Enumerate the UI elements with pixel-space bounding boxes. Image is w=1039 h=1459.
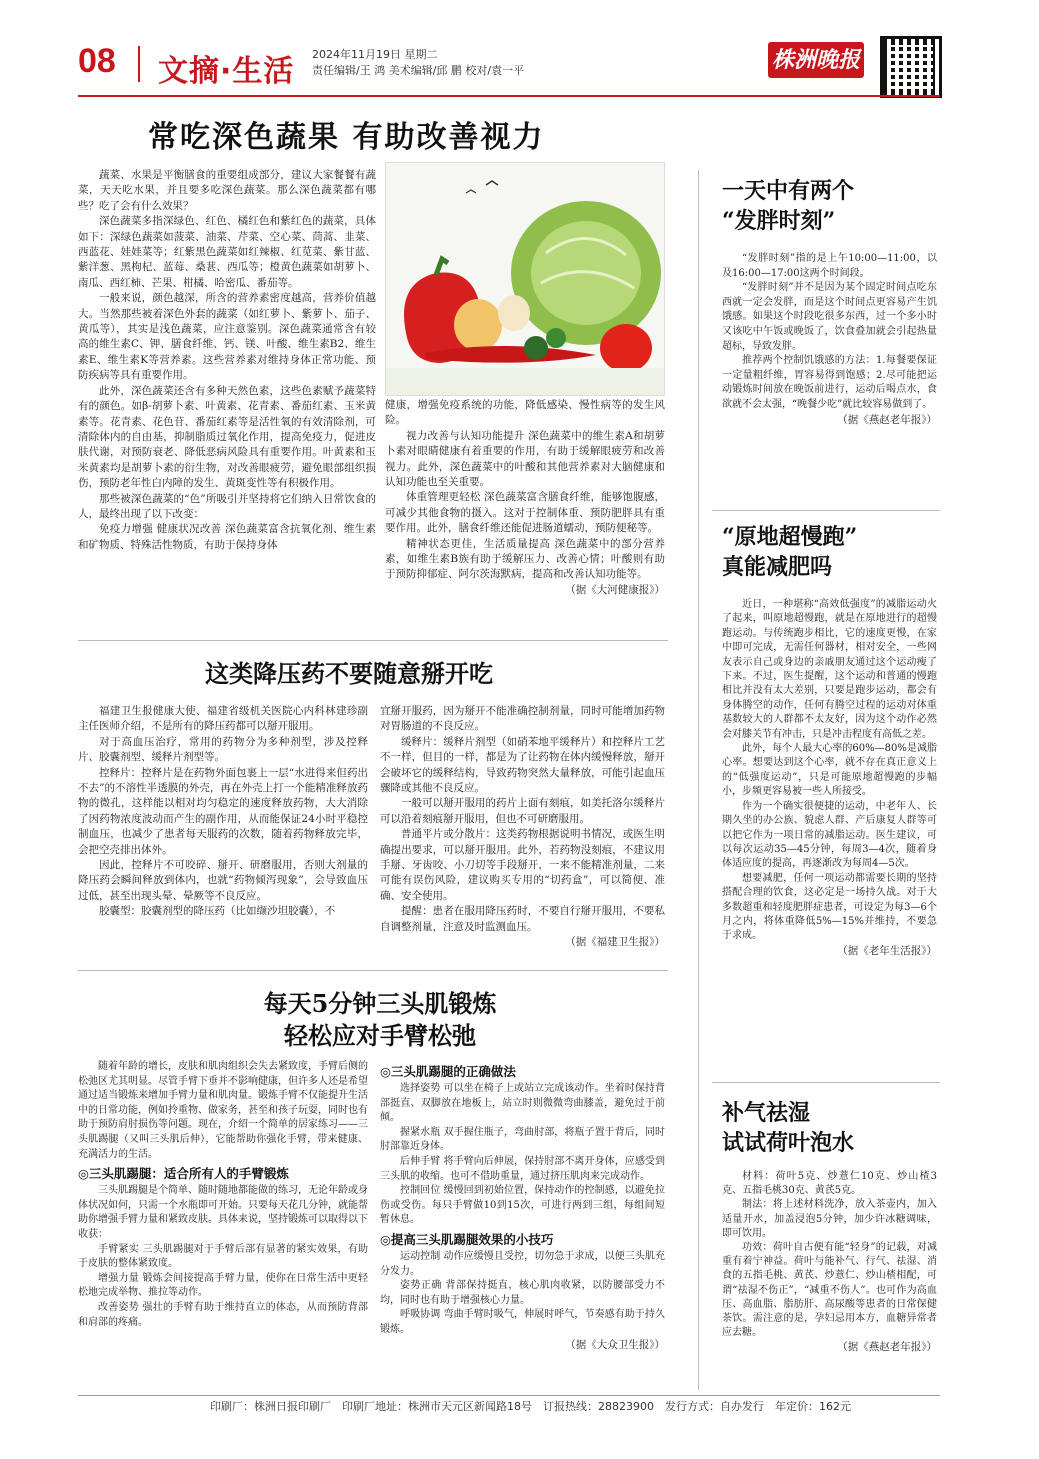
paragraph: 蔬菜、水果是平衡膳食的重要组成部分，建议大家餐餐有蔬菜，天天吃水果，并且要多吃深色蔬菜。那么深色蔬菜都有哪些？吃了会有什么效果？ xyxy=(78,169,376,212)
article-title-slow-run xyxy=(722,522,857,582)
subheading: ◎三头肌踢腿：适合所有人的手臂锻炼 xyxy=(78,1166,289,1182)
title-line: “原地超慢跑” xyxy=(722,524,858,550)
paragraph: 随着年龄的增长，皮肤和肌肉组织会失去紧致度，手臂后侧的松弛区尤其明显。尽管手臂下垂并不影响健康，但许多人还是希望通过适当锻炼来增加手臂力量和肌肉量。锻炼手臂不仅能提升生活中的日常功能，例如拎重物、做家务，甚至和孩子玩耍，同时也有助于预防肩肘损伤等问题。现在，介绍一个简单的居家练习——三头肌踢腿（又叫三头肌后伸），它能帮助你强化手臂，带来健康、充满活力的生活。 xyxy=(78,1061,368,1160)
paragraph: 改善姿势 强壮的手臂有助于维持直立的体态，从而预防背部和肩部的疼痛。 xyxy=(78,1301,368,1328)
editor-credits: 责任编辑/王 鸿 美术编辑/邱 鹏 校对/袁一平 xyxy=(312,64,525,77)
title-line: 补气祛湿 xyxy=(722,1100,811,1126)
article-source: （据《大河健康报》） xyxy=(565,583,665,596)
issue-date: 2024年11月19日 星期二 xyxy=(312,48,438,61)
article-title-triceps xyxy=(200,988,560,1052)
article-body-fat-time xyxy=(722,252,937,427)
newspaper-logo: 株洲晚报 xyxy=(768,42,864,78)
paragraph: 体重管理更轻松 深色蔬菜富含膳食纤维，能够饱腹感，可减少其他食物的摄入。这对于控制体重、预防肥胖具有重要作用。此外，膳食纤维还能促进肠道蠕动，预防便秘等。 xyxy=(385,491,665,535)
subheading: ◎三头肌踢腿的正确做法 xyxy=(380,1064,516,1079)
paragraph: 运动控制 动作应缓慢且受控，切勿急于求成，以便三头肌充分发力。 xyxy=(380,1250,665,1277)
article-divider xyxy=(712,1082,940,1083)
paragraph: 三头肌踢腿是个简单、随时随地都能做的练习，无论年龄或身体状况如何，只需一个水瓶即可开始。只要每天花几分钟，就能帮助你增强手臂力量和紧致皮肤。具体来说，坚持锻炼可以取得以下收获： xyxy=(78,1185,368,1240)
article-title-bp-drugs: 这类降压药不要随意掰开吃 xyxy=(205,659,493,688)
article-body-bp-col1 xyxy=(78,704,368,920)
paragraph: 材料：荷叶5克、炒薏仁10克、炒山楂3克、五指毛桃30克、黄芪5克。 xyxy=(722,1171,937,1197)
article-divider xyxy=(78,640,668,641)
article-title-lotus-tea xyxy=(722,1098,854,1158)
paragraph: 制法：将上述材料洗净，放入茶壶内，加入适量开水，加盖浸泡5分钟，加少许冰糖调味，即可饮用。 xyxy=(722,1199,937,1239)
article-title-vegetables: 常吃深色蔬果 有助改善视力 xyxy=(148,120,545,155)
paragraph: “发胖时刻”指的是上午10:00—11:00，以及16:00—17:00这两个时间段。 xyxy=(722,253,937,279)
paragraph: 此外，深色蔬菜还含有多种天然色素，这些色素赋予蔬菜特有的颜色。如β-胡萝卜素、叶黄素、花青素、番茄红素、玉米黄素等。花青素、花色苷、番茄红素等是活性氧的有效清除剂，可清除体内的自由基，抑制脂质过氧化作用，提高免疫力，促进皮肤代谢，对预防衰老、降低恶病风险具有重要作用。叶黄素和玉米黄素均是胡萝卜素的衍生物，对改善眼疲劳，避免眼部组织损伤，预防老年性白内障的发生、黄斑变性等有积极作用。 xyxy=(78,384,376,490)
vegetables-photo xyxy=(385,162,665,396)
paragraph: 精神状态更佳，生活质量提高 深色蔬菜中的部分营养素，如维生素B族有助于缓解压力、改善心情；叶酸则有助于预防抑郁症、阿尔茨海默病，提高和改善认知功能等。 xyxy=(385,537,665,581)
paragraph: “发胖时刻”并不是因为某个固定时间点吃东西就一定会发胖，而是这个时间点更容易产生饥饿感。如果这个时段吃很多东西，过一个多小时又该吃中午饭或晚饭了，饮食叠加就会引起热量超标，导致发胖。 xyxy=(722,282,937,352)
paragraph: 呼吸协调 弯曲手臂时吸气，伸展时呼气，节奏感有助于持久锻炼。 xyxy=(380,1309,665,1335)
paragraph: 那些被深色蔬菜的“色”所吸引并坚持将它们纳入日常饮食的人，最终出现了以下改变： xyxy=(78,492,376,520)
article-source: （据《老年生活报》） xyxy=(837,944,937,957)
title-line: 轻松应对手臂松弛 xyxy=(284,1021,476,1050)
paragraph: 胶囊型：胶囊剂型的降压药（比如缬沙坦胶囊），不 xyxy=(99,905,336,918)
article-source: （据《福建卫生报》） xyxy=(565,936,665,949)
paragraph: 想要减肥，任何一项运动都需要长期的坚持搭配合理的饮食，这必定是一场持久战。对于大多数超重和轻度肥胖症患者，可设定为每3—6个月之内，将体重降低5%—15%并维持，不要急于求成。 xyxy=(722,872,937,942)
paragraph: 健康，增强免疫系统的功能，降低感染、慢性病等的发生风险。 xyxy=(385,399,665,427)
masthead-divider xyxy=(138,46,140,82)
article-body-slow-run xyxy=(722,598,937,958)
paragraph: 控制回位 缓慢回到初始位置，保持动作的控制感，以避免拉伤或受伤。每只手臂做10到15次，可进行两到三组，每组间短暂休息。 xyxy=(380,1185,665,1226)
title-line: 真能减肥吗 xyxy=(722,554,833,580)
paragraph: 此外，每个人最大心率的60%—80%是减脂心率。想要达到这个心率，就不存在真正意义上的“低强度运动”，只是可能原地超慢跑的步幅小，步频更容易被一些人所接受。 xyxy=(722,743,937,798)
article-source: （据《燕赵老年报》） xyxy=(837,413,937,426)
imprint-footer: 印刷厂：株洲日报印刷厂 印刷厂地址：株洲市天元区新闻路18号 订报热线：28823900 发行方式：自办发行 年定价：162元 xyxy=(210,1400,851,1413)
vegetables-illustration xyxy=(386,163,664,395)
paragraph: 缓释片：缓释片剂型（如硝苯地平缓释片）和控释片工艺不一样，但目的一样，都是为了让药物在体内缓慢释放，掰开会破坏它的缓释结构，导致药物突然大量释放，可能引起血压骤降或其他不良反应。 xyxy=(380,735,665,795)
section-title: 文摘·生活 xyxy=(158,54,295,89)
paragraph: 视力改善与认知功能提升 深色蔬菜中的维生素A和胡萝卜素对眼睛健康有着重要的作用，有助于缓解眼疲劳和改善视力。此外，深色蔬菜中的叶酸和其他营养素对大脑健康和认知功能也至关重要。 xyxy=(385,429,665,489)
paragraph: 宜掰开服药，因为掰开不能准确控制剂量，同时可能增加药物对胃肠道的不良反应。 xyxy=(380,705,665,733)
title-line: “发胖时刻” xyxy=(722,208,836,234)
title-line: 每天5分钟三头肌锻炼 xyxy=(263,989,497,1018)
subheading: ◎提高三头肌踢腿效果的小技巧 xyxy=(380,1231,554,1247)
paragraph: 后伸手臂 将手臂向后伸展，保持肘部不离开身体，应感受到三头肌的收缩。也可不借助重量，通过挤压肌肉来完成动作。 xyxy=(380,1155,665,1182)
article-body-triceps-col1 xyxy=(78,1060,368,1330)
paragraph: 免疫力增强 健康状况改善 深色蔬菜富含抗氧化剂、维生素和矿物质、特殊活性物质，有助于保持身体 xyxy=(78,523,376,551)
paragraph: 手臂紧实 三头肌踢腿对于手臂后部有显著的紧实效果，有助于皮肤的整体紧致度。 xyxy=(78,1243,368,1270)
paragraph: 提醒：患者在服用降压药时，不要自行掰开服用，不要私自调整剂量，注意及时监测血压。 xyxy=(380,905,665,933)
article-divider xyxy=(712,510,940,511)
qr-code-icon[interactable] xyxy=(880,36,942,98)
article-body-vegetables-col2 xyxy=(385,398,665,598)
paragraph: 作为一个确实很便捷的运动，中老年人、长期久坐的办公族、貌虑人群、产后康复人群等可以把它作为一项日常的减脂运动。医生建议，可以每次运动35—45分钟，每周3—4次，随着身体适应度的提高，再逐渐改为每周4—5次。 xyxy=(722,800,937,870)
masthead-rule xyxy=(78,95,940,97)
column-rule xyxy=(698,170,699,1390)
paragraph: 一般可以掰开服用的药片上面有刻痕，如美托洛尔缓释片可以沿着刻痕掰开服用，但也不可研磨服用。 xyxy=(380,797,665,825)
article-divider xyxy=(78,970,668,971)
paragraph: 普通平片或分散片：这类药物根据说明书情况，或医生明确提出要求，可以掰开服用。此外，若药物没刻痕，不建议用手掰、牙齿咬、小刀切等手段掰开，一来不能精准剂量，二来可能有误伤风险，建议购买专用的“切药盒”，可以简便、准确、安全使用。 xyxy=(380,828,665,902)
footer-rule xyxy=(78,1395,940,1396)
paragraph: 选择姿势 可以坐在椅子上或站立完成该动作。坐着时保持背部挺直、双脚放在地板上，站立时则微微弯曲膝盖，避免过于前倾。 xyxy=(380,1083,665,1124)
title-line: 试试荷叶泡水 xyxy=(722,1130,855,1156)
dateline xyxy=(312,47,524,79)
page-number: 08 xyxy=(78,42,116,80)
article-body-vegetables-col1 xyxy=(78,168,376,553)
paragraph: 对于高血压治疗，常用的药物分为多种剂型，涉及控释片、胶囊剂型、缓释片剂型等。 xyxy=(78,735,368,764)
article-source: （据《大众卫生报》） xyxy=(565,1338,665,1351)
paragraph: 深色蔬菜多指深绿色、红色、橘红色和紫红色的蔬菜，具体如下：深绿色蔬菜如菠菜、油菜、芹菜、空心菜、茼蒿、韭菜、西蓝花、娃娃菜等；红紫黑色蔬菜如红辣椒、红苋菜、紫甘蓝、紫洋葱、黑枸杞、蓝莓、桑葚、西瓜等；橙黄色蔬菜如胡萝卜、南瓜、西红柿、芒果、柑橘、哈密瓜、番茄等。 xyxy=(78,215,376,289)
paragraph: 推荐两个控制饥饿感的方法：1.每餐要保证一定量粗纤维，胃容易得到饱感；2.尽可能把运动锻炼时间放在晚饭前进行，运动后喝点水，食欲就不会太强，“晚餐少吃”就比较容易做到了。 xyxy=(722,355,937,410)
paragraph: 姿势正确 背部保持挺直，核心肌肉收紧，以防腰部受力不均，同时也有助于增强核心力量。 xyxy=(380,1280,665,1306)
article-body-triceps-col2 xyxy=(380,1060,665,1352)
article-title-fat-time xyxy=(722,176,854,236)
article-body-bp-col2 xyxy=(380,704,665,951)
paragraph: 福建卫生报健康大使、福建省级机关医院心内科林建珍副主任医师介绍，不是所有的降压药都可以掰开服用。 xyxy=(78,705,368,733)
article-source: （据《燕赵老年报》） xyxy=(837,1341,937,1354)
paragraph: 因此，控释片不可咬碎、掰开、研磨服用，否则大剂量的降压药会瞬间释放到体内，也就“药物倾泻现象”，会导致血压过低，甚至出现头晕、晕厥等不良反应。 xyxy=(78,859,368,902)
paragraph: 增强力量 锻炼会间接提高手臂力量，使你在日常生活中更轻松地完成举物、推拉等动作。 xyxy=(78,1272,368,1299)
paragraph: 一般来说，颜色越深，所含的营养素密度越高，营养价值越大。当然那些被着深色外套的蔬菜（如红萝卜、紫萝卜、茄子、黄瓜等），其实是浅色蔬菜，应注意鉴别。深色蔬菜通常含有较高的维生素C、钾、膳食纤维、钙、镁、叶酸、维生素B2、维生素E、维生素K等营养素。这些营养素对维持身体正常功能、预防疾病等具有重要作用。 xyxy=(78,292,376,382)
paragraph: 近日，一种堪称“高效低强度”的减脂运动火了起来，叫原地超慢跑，就是在原地进行的超慢跑运动。与传统跑步相比，它的速度更慢，在家中即可完成，无需任何器材，相对安全，一些网友表示自己或身边的亲戚朋友通过这个运动瘦了下来。不过，医生提醒，这个运动和普通的慢跑相比并没有太大差别，只要是跑步运动，都会有身体腾空的动作，任何有腾空过程的运动对体重基数较大的人群都不太友好，因为这个动作必然会对膝关节有冲击，只是冲击程度有高低之差。 xyxy=(722,599,937,740)
article-body-lotus-tea xyxy=(722,1170,937,1355)
paragraph: 握紧水瓶 双手握住瓶子，弯曲肘部，将瓶子置于背后，同时肘部靠近身体。 xyxy=(380,1126,665,1153)
paragraph: 功效：荷叶自古便有能“轻身”的记载，对减重有着宁神益。荷叶与能补气、行气、祛湿、消食的五指毛桃、黄芪、炒薏仁、炒山楂相配，可谓“祛湿不伤正”，“减重不伤人”。也可作为高血压、高血脂、脂肪肝、高尿酸等患者的日常保健茶饮。需注意的是，孕妇忌用本方，血糖异常者应去糖。 xyxy=(722,1242,937,1339)
title-line: 一天中有两个 xyxy=(722,178,855,204)
paragraph: 控释片：控释片是在药物外面包裹上一层“水进得来但药出不去”的不溶性半透膜的外壳，再在外壳上打一个能精准释放药物的微孔，这样能以相对均匀稳定的速度释放药物，大大消除了因药物浓度波动而产生的副作用，从而能保证24小时平稳控制血压，也减少了患者每天服药的次数，随着药物释放完毕，会把空壳排出体外。 xyxy=(78,766,368,856)
